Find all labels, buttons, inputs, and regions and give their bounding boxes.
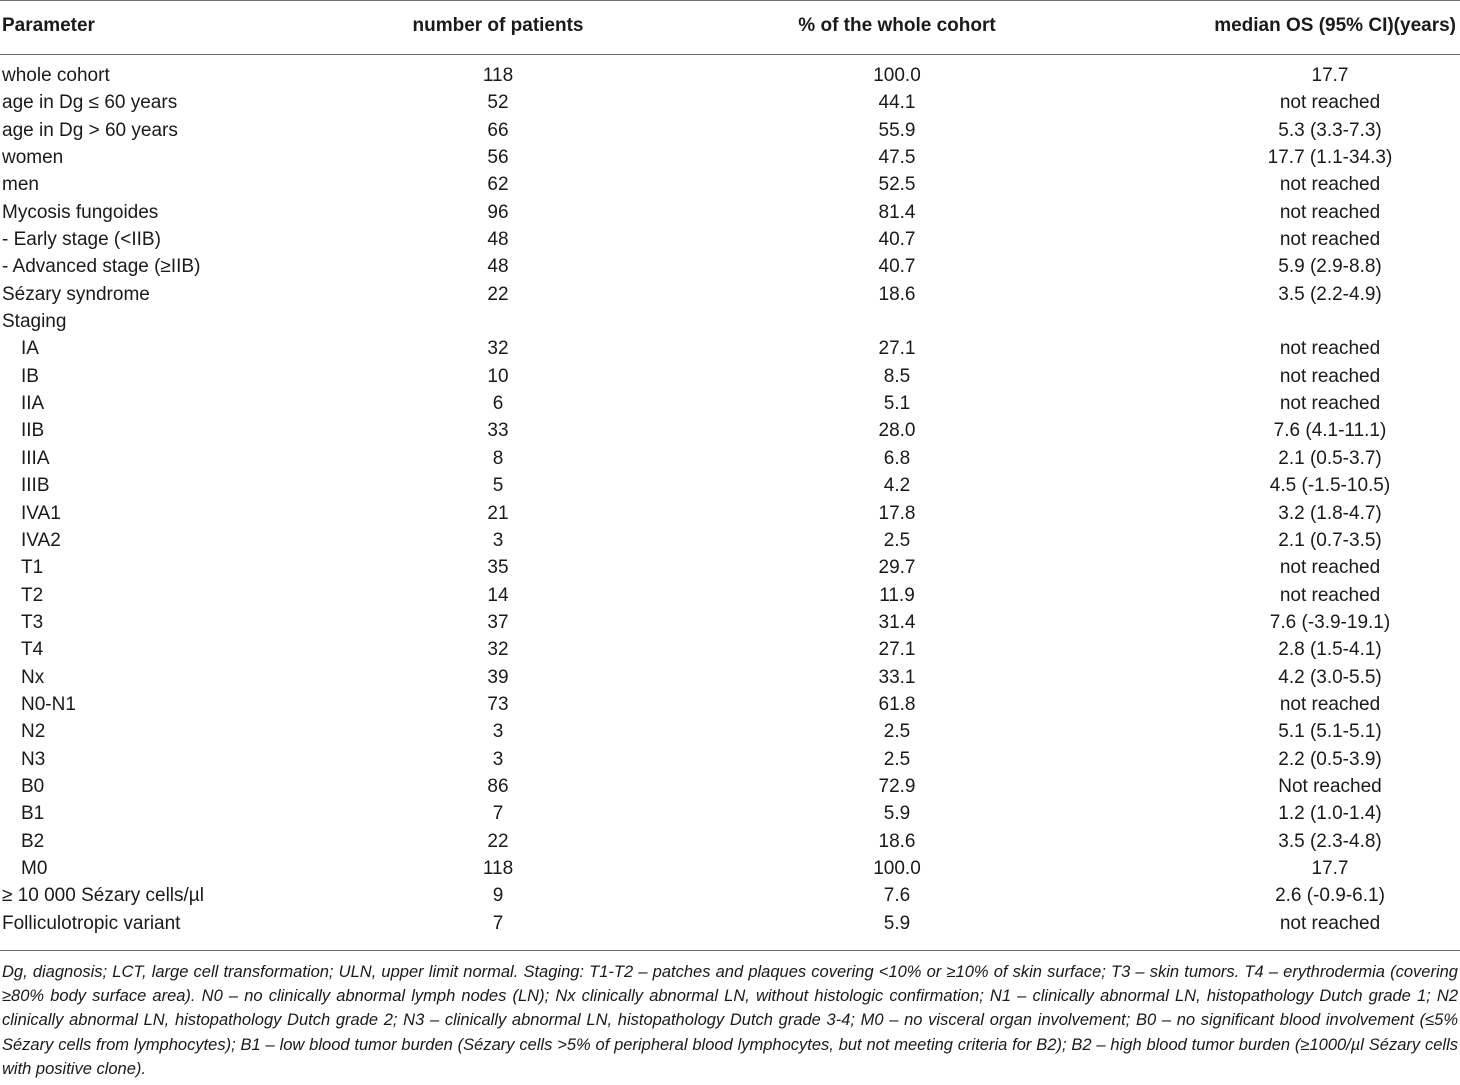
- cell-parameter: B2: [21, 830, 45, 852]
- cell-percent-cohort: 100.0: [873, 65, 921, 86]
- table-row: [0, 800, 1460, 827]
- cell-number-of-patients: 48: [487, 229, 509, 251]
- cell-percent-cohort: 6.8: [883, 447, 911, 469]
- cell-percent-cohort: 2.5: [883, 721, 911, 743]
- table-row: [0, 89, 1460, 116]
- cell-number-of-patients: 3: [492, 529, 504, 551]
- cell-median-os: 2.1 (0.7-3.5): [1278, 529, 1382, 551]
- cell-median-os: not reached: [1279, 174, 1381, 196]
- cell-percent-cohort: 28.0: [878, 420, 916, 442]
- table-row: [0, 117, 1460, 144]
- table-row: [0, 554, 1460, 581]
- cell-number-of-patients: 3: [492, 721, 504, 743]
- cell-median-os: 17.7: [1311, 65, 1349, 86]
- cell-percent-cohort: 5.1: [883, 393, 911, 415]
- cell-median-os: 7.6 (-3.9-19.1): [1269, 611, 1391, 633]
- cell-number-of-patients: 48: [487, 256, 509, 278]
- cell-percent-cohort: 81.4: [878, 201, 916, 223]
- cell-median-os: 2.1 (0.5-3.7): [1278, 447, 1382, 469]
- table-row: [0, 718, 1460, 745]
- cell-median-os: 4.5 (-1.5-10.5): [1269, 475, 1391, 497]
- cell-parameter: Mycosis fungoides: [2, 201, 159, 223]
- table-row: [0, 171, 1460, 198]
- cell-percent-cohort: 27.1: [878, 639, 916, 661]
- cell-number-of-patients: 21: [487, 502, 509, 524]
- header-number-of-patients: number of patients: [412, 15, 584, 36]
- cell-parameter: IVA1: [21, 502, 61, 524]
- cell-number-of-patients: 5: [492, 475, 504, 497]
- cell-number-of-patients: 73: [487, 693, 509, 715]
- cell-percent-cohort: 40.7: [878, 229, 916, 251]
- table-row: [0, 363, 1460, 390]
- table-row: [0, 500, 1460, 527]
- cell-parameter: IIIA: [21, 447, 50, 469]
- cell-parameter: N2: [21, 721, 46, 743]
- cell-median-os: not reached: [1279, 557, 1381, 579]
- cell-percent-cohort: 2.5: [883, 748, 911, 770]
- table-row: [0, 746, 1460, 773]
- cell-median-os: 2.6 (-0.9-6.1): [1275, 885, 1385, 907]
- cell-parameter: age in Dg > 60 years: [2, 119, 178, 141]
- table-row: [0, 226, 1460, 253]
- cell-number-of-patients: 39: [487, 666, 509, 688]
- cell-number-of-patients: 32: [487, 639, 509, 661]
- cell-median-os: not reached: [1279, 229, 1381, 251]
- table-row: [0, 281, 1460, 308]
- cell-median-os: 5.3 (3.3-7.3): [1278, 119, 1382, 141]
- cell-percent-cohort: 55.9: [878, 119, 916, 141]
- cell-parameter: N0-N1: [21, 693, 76, 715]
- cell-median-os: Not reached: [1278, 775, 1382, 797]
- cell-median-os: 4.2 (3.0-5.5): [1278, 666, 1382, 688]
- cell-number-of-patients: 56: [487, 147, 509, 169]
- cell-percent-cohort: 40.7: [878, 256, 916, 278]
- cell-parameter: N3: [21, 748, 46, 770]
- cell-percent-cohort: 7.6: [883, 885, 911, 907]
- cell-median-os: not reached: [1279, 693, 1381, 715]
- cell-parameter: B1: [21, 803, 45, 825]
- table-row: [0, 855, 1460, 882]
- cell-number-of-patients: 118: [482, 857, 514, 879]
- table-row: [0, 417, 1460, 444]
- cell-percent-cohort: 33.1: [878, 666, 916, 688]
- cell-number-of-patients: 14: [487, 584, 509, 606]
- table-footnote: Dg, diagnosis; LCT, large cell transformation; ULN, upper limit normal. Staging: T1-T2 – patches and plaques covering <10% or ≥10% of skin surface; T3 – skin tumors. T4 – erythrodermia (covering ≥80% body surface area). N0 – no clinically abnormal lymph nodes (LN); Nx clinically abnormal LN, without histologic confirmation; N1 – clinically abnormal LN, histopathology Dutch grade 1; N2 clinically abnormal LN, histopathology Dutch grade 2; N3 – clinically abnormal LN, histopathology Dutch grade 3-4; M0 – no visceral organ involvement; B0 – no significant blood involvement (≤5% Sézary cells from lymphocytes); B1 – low blood tumor burden (Sézary cells >5% of peripheral blood lymphocytes, but not meeting criteria for B2); B2 – high blood tumor burden (≥1000/µl Sézary cells with positive clone).: [2, 963, 1458, 1078]
- cell-percent-cohort: 5.9: [883, 912, 911, 934]
- table-row: [0, 882, 1460, 909]
- table-row: [0, 910, 1460, 937]
- table-row: [0, 445, 1460, 472]
- cell-median-os: 3.5 (2.3-4.8): [1278, 830, 1382, 852]
- table-row: [0, 582, 1460, 609]
- cell-parameter: B0: [21, 775, 45, 797]
- cell-percent-cohort: 18.6: [878, 830, 916, 852]
- cell-number-of-patients: 22: [487, 830, 509, 852]
- cell-parameter: men: [2, 174, 39, 196]
- cell-number-of-patients: 7: [492, 912, 504, 934]
- cell-percent-cohort: 4.2: [883, 475, 911, 497]
- table-row: [0, 773, 1460, 800]
- cell-parameter: T2: [21, 584, 44, 606]
- cell-parameter: Sézary syndrome: [2, 283, 150, 305]
- cell-parameter: IIIB: [21, 475, 50, 497]
- cell-median-os: not reached: [1279, 365, 1381, 387]
- table-header: [0, 0, 1460, 54]
- table-body: [0, 62, 1460, 937]
- cell-number-of-patients: 7: [492, 803, 504, 825]
- table-row: [0, 335, 1460, 362]
- table-row: [0, 62, 1460, 89]
- cell-number-of-patients: 86: [487, 775, 509, 797]
- cell-median-os: not reached: [1279, 393, 1381, 415]
- cell-number-of-patients: 10: [487, 365, 509, 387]
- cell-parameter: T1: [21, 557, 44, 579]
- table-row: [0, 390, 1460, 417]
- cell-median-os: 17.7: [1311, 857, 1349, 879]
- cell-parameter: T4: [21, 639, 44, 661]
- cell-median-os: not reached: [1279, 912, 1381, 934]
- cell-number-of-patients: 22: [487, 283, 509, 305]
- cell-median-os: not reached: [1279, 201, 1381, 223]
- cell-parameter: IVA2: [21, 529, 61, 551]
- cell-parameter: - Advanced stage (≥IIB): [2, 256, 201, 278]
- cell-parameter: - Early stage (<IIB): [2, 229, 161, 251]
- header-rule: [0, 54, 1460, 55]
- cell-percent-cohort: 8.5: [883, 365, 911, 387]
- cell-percent-cohort: 44.1: [878, 92, 916, 114]
- cell-percent-cohort: 100.0: [873, 857, 921, 879]
- cell-parameter: M0: [21, 857, 48, 879]
- bottom-rule: [0, 950, 1460, 951]
- table-row: [0, 828, 1460, 855]
- cell-percent-cohort: 11.9: [879, 584, 915, 606]
- cell-parameter: age in Dg ≤ 60 years: [2, 92, 178, 114]
- cell-percent-cohort: 17.8: [878, 502, 916, 524]
- cell-median-os: 2.8 (1.5-4.1): [1278, 639, 1382, 661]
- cell-percent-cohort: 72.9: [878, 775, 916, 797]
- cell-median-os: 7.6 (4.1-11.1): [1273, 420, 1387, 442]
- cell-median-os: 17.7 (1.1-34.3): [1267, 147, 1393, 169]
- table-row: [0, 664, 1460, 691]
- cell-median-os: 3.5 (2.2-4.9): [1278, 283, 1382, 305]
- cell-percent-cohort: 2.5: [883, 529, 911, 551]
- cell-median-os: 2.2 (0.5-3.9): [1278, 748, 1382, 770]
- cell-parameter: ≥ 10 000 Sézary cells/µl: [2, 885, 204, 907]
- table-row: [0, 253, 1460, 280]
- table-row: [0, 609, 1460, 636]
- cell-number-of-patients: 96: [487, 201, 509, 223]
- cell-number-of-patients: 3: [492, 748, 504, 770]
- cell-number-of-patients: 35: [487, 557, 509, 579]
- cell-percent-cohort: 47.5: [878, 147, 916, 169]
- cell-percent-cohort: 29.7: [878, 557, 916, 579]
- cell-median-os: 5.9 (2.9-8.8): [1278, 256, 1382, 278]
- cell-number-of-patients: 66: [487, 119, 509, 141]
- header-percent-cohort: % of the whole cohort: [798, 15, 996, 36]
- table-row: [0, 144, 1460, 171]
- cell-parameter: IB: [21, 365, 39, 387]
- cell-parameter: IIB: [21, 420, 45, 442]
- cell-parameter: Nx: [21, 666, 45, 688]
- cell-parameter: Staging: [2, 311, 67, 333]
- table-row: [0, 527, 1460, 554]
- cell-percent-cohort: 52.5: [878, 174, 916, 196]
- table-row: [0, 472, 1460, 499]
- cell-number-of-patients: 6: [492, 393, 504, 415]
- header-median-os: median OS (95% CI)(years): [1214, 15, 1456, 36]
- cell-parameter: Folliculotropic variant: [2, 912, 181, 934]
- cell-number-of-patients: 32: [487, 338, 509, 360]
- cell-median-os: 5.1 (5.1-5.1): [1278, 721, 1382, 743]
- cell-number-of-patients: 37: [487, 611, 509, 633]
- cell-number-of-patients: 8: [492, 447, 504, 469]
- cell-number-of-patients: 52: [487, 92, 509, 114]
- cell-median-os: not reached: [1279, 584, 1381, 606]
- cell-percent-cohort: 31.4: [878, 611, 916, 633]
- cell-number-of-patients: 9: [492, 885, 504, 907]
- cell-parameter: whole cohort: [2, 65, 110, 86]
- header-parameter: Parameter: [2, 15, 95, 36]
- cell-percent-cohort: 5.9: [883, 803, 911, 825]
- cell-parameter: IIA: [21, 393, 45, 415]
- table-row: [0, 199, 1460, 226]
- cell-median-os: not reached: [1279, 338, 1381, 360]
- cell-number-of-patients: 62: [487, 174, 509, 196]
- cell-percent-cohort: 27.1: [878, 338, 916, 360]
- cell-percent-cohort: 18.6: [878, 283, 916, 305]
- table-row: [0, 308, 1460, 335]
- cell-parameter: T3: [21, 611, 44, 633]
- cell-percent-cohort: 61.8: [878, 693, 916, 715]
- table-row: [0, 691, 1460, 718]
- cell-parameter: women: [2, 147, 64, 169]
- cell-number-of-patients: 33: [487, 420, 509, 442]
- cell-parameter: IA: [21, 338, 39, 360]
- cell-number-of-patients: 118: [482, 65, 514, 86]
- cell-median-os: 1.2 (1.0-1.4): [1278, 803, 1382, 825]
- table-row: [0, 636, 1460, 663]
- cell-median-os: 3.2 (1.8-4.7): [1278, 502, 1382, 524]
- cell-median-os: not reached: [1279, 92, 1381, 114]
